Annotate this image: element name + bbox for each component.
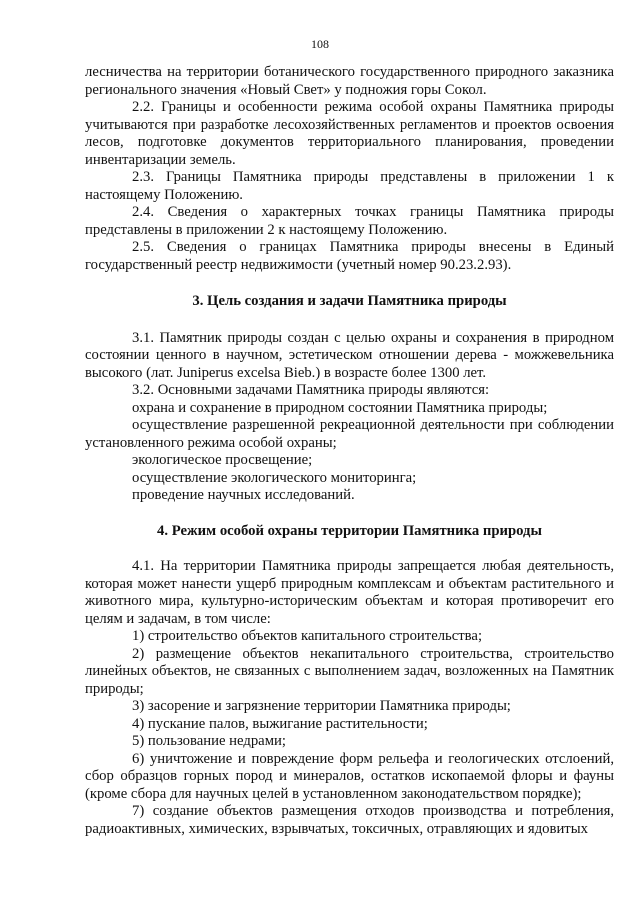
section-3-body — [85, 330, 614, 505]
list-item: охрана и сохранение в природном состоянии Памятника природы; — [132, 399, 548, 416]
list-item: 5) пользование недрами; — [132, 733, 286, 749]
paragraph: 4.1. На территории Памятника природы запрещается любая деятельность, которая может нанести ущерб природным комплексам и объектам растительного и животного мира, культурно-историческим объектам и которая противоречит его целям и задачам, в том числе: — [85, 558, 614, 627]
paragraph: 2.2. Границы и особенности режима особой охраны Памятника природы учитываются при разработке лесохозяйственных регламентов и проектов освоения лесов, подготовке документов территориального планирования, проведении инвентаризации земель. — [85, 99, 614, 168]
list-item: проведение научных исследований. — [132, 487, 355, 503]
paragraph: 2.4. Сведения о характерных точках границы Памятника природы представлены в приложении 2 к настоящему Положению. — [85, 204, 614, 238]
list-item: 2) размещение объектов некапитального строительства, строительство линейных объектов, не связанных с выполнением задач, возложенных на Памятник природы; — [85, 645, 614, 697]
section-4-body — [85, 558, 614, 838]
list-item: 6) уничтожение и повреждение форм рельефа и геологических отслоений, сбор образцов горных пород и минералов, остатков ископаемой флоры и фауны (кроме сбора для научных целей в установленном законодательством порядке); — [85, 750, 614, 802]
paragraph: 2.5. Сведения о границах Памятника природы внесены в Единый государственный реестр недвижимости (учетный номер 90.23.2.93). — [85, 239, 614, 273]
list-item: осуществление экологического мониторинга; — [132, 469, 417, 486]
paragraph: лесничества на территории ботанического государственного природного заказника регионального значения «Новый Свет» у подножия горы Сокол. — [85, 64, 614, 98]
section-3-heading: 3. Цель создания и задачи Памятника природы — [192, 293, 507, 309]
paragraphs-top — [85, 64, 614, 274]
section-4-heading: 4. Режим особой охраны территории Памятника природы — [157, 522, 542, 539]
list-item: 1) строительство объектов капитального строительства; — [132, 628, 483, 644]
page-number: 108 — [311, 37, 329, 51]
list-item: экологическое просвещение; — [132, 452, 313, 468]
paragraph: 3.1. Памятник природы создан с целью охраны и сохранения в природном состоянии ценного в научном, эстетическом отношении дерева - можжевельника высокого (лат. Juniperus excelsa Bieb.) в возрасте более 1300 лет. — [85, 329, 614, 381]
paragraph: 3.2. Основными задачами Памятника природы являются: — [132, 382, 490, 398]
document-body — [85, 64, 614, 838]
list-item: 4) пускание палов, выжигание растительности; — [132, 715, 428, 732]
paragraph: 2.3. Границы Памятника природы представлены в приложении 1 к настоящему Положению. — [85, 169, 614, 203]
list-item: 7) создание объектов размещения отходов производства и потребления, радиоактивных, химических, взрывчатых, токсичных, отравляющих и ядовитых — [85, 803, 614, 837]
list-item: 3) засорение и загрязнение территории Памятника природы; — [132, 698, 511, 714]
list-item: осуществление разрешенной рекреационной деятельности при соблюдении установленного режима особой охраны; — [85, 417, 614, 451]
